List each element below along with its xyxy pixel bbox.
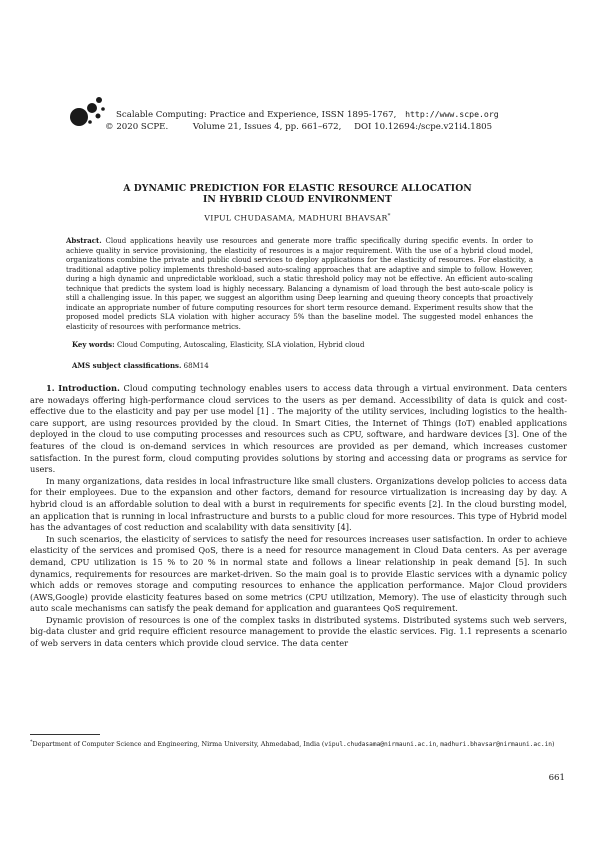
paragraph-3: In such scenarios, the elasticity of services to satisfy the need for resources increases user satisfaction. In order to achieve elasticity of the services and promised QoS, there is a need for resource management in Cloud Data centers. As per average demand, CPU utilization is 15 % to 20 % in normal state and follows a linear relationship in peak demand [5]. In such dynamics, requirements for resources are market-driven. So the main goal is to provide Elastic services with a dynamic policy which adds or removes storage and computing resources to enhance the application performance. Major Cloud providers (AWS,Google) provide elasticity features based on some metrics (CPU utilization, Memory). The use of elasticity through such auto scale mechanisms can satisfy the peak demand for application and guarantees QoS requirement. [30, 533, 567, 614]
abstract-label: Abstract. [66, 236, 102, 245]
journal-url[interactable]: http://www.scpe.org [405, 109, 499, 119]
title-line-1: A DYNAMIC PREDICTION FOR ELASTIC RESOURCE ALLOCATION [123, 183, 472, 194]
page-number: 661 [548, 773, 565, 783]
author-footnote-mark: * [387, 213, 391, 219]
ams-text: 68M14 [183, 362, 209, 370]
section-heading: Introduction. [58, 383, 120, 393]
author-names: VIPUL CHUDASAMA, MADHURI BHAVSAR [204, 213, 388, 223]
header-line-2 [105, 122, 492, 132]
copyright: © 2020 SCPE. [105, 122, 169, 132]
doi: DOI 10.12694:/scpe.v21i4.1805 [354, 122, 493, 132]
ams-label: AMS subject classifications. [72, 361, 182, 370]
journal-name: Scalable Computing: Practice and Experience, [116, 110, 319, 120]
section-number: 1. [46, 383, 55, 393]
footnote-email-2[interactable]: madhuri.bhavsar@nirmauni.ac.in [440, 741, 553, 749]
keywords-text: Cloud Computing, Autoscaling, Elasticity, SLA violation, Hybrid cloud [116, 341, 365, 349]
paragraph-1 [30, 383, 567, 476]
footnote-separator: , [436, 740, 439, 749]
scpe-logo-icon [68, 95, 108, 131]
issn: ISSN 1895-1767, [321, 110, 397, 120]
title-line-2: IN HYBRID CLOUD ENVIRONMENT [203, 194, 392, 205]
footnote-rule [30, 734, 100, 735]
authors [40, 213, 555, 223]
abstract-text: Cloud applications heavily use resources and generate more traffic specifically during specific events. In order to achieve quality in service provisioning, the elasticity of resources is a major requirement. With the use of a hybrid cloud model, organizations combine the private and public cloud services to deploy applications for the elasticity of resources. For elasticity, a traditional adaptive policy implements threshold-based auto-scaling approaches that are adaptive and simple to follow. However, during a high dynamic and unpredictable workload, such a static threshold policy may not be effective. An efficient auto-scaling technique that predicts the system load is highly necessary. Balancing a dynamism of load through the best auto-scale policy is still a challenging issue. In this paper, we suggest an algorithm using Deep learning and queuing theory concepts that proactively indicate an appropriate number of future computing resources for short term resource demand. Experiment results show that the proposed model predicts SLA violation with higher accuracy 5% than the baseline model. The suggested model enhances the elasticity of resources with performance metrics. [66, 237, 533, 331]
paragraph-4: Dynamic provision of resources is one of the complex tasks in distributed systems. Distributed systems such web servers, big-data cluster and grid require efficient resource management to provide the elastic services. Fig. 1.1 represents a scenario of web servers in data centers which provide cloud service. The data center [30, 614, 567, 649]
header-line-1 [116, 109, 499, 120]
volume-info: Volume 21, Issues 4, pp. 661–672, [192, 122, 342, 132]
footnote-mark: * [30, 739, 33, 745]
footnote-email-1[interactable]: vipul.chudasama@nirmauni.ac.in [324, 741, 437, 749]
paragraph-2: In many organizations, data resides in local infrastructure like small clusters. Organizations develop policies to access data for their employees. Due to the expansion and other factors, demand for resource virtualization is increasing day by day. A hybrid cloud is an affordable solution to deal with a burst in requirements for specific events [2]. In the cloud bursting model, an application that is running in local infrastructure and bursts to a public cloud for more resources. This type of Hybrid model has the advantages of cost reduction and scalability with data sensitivity [4]. [30, 475, 567, 533]
journal-header [68, 95, 528, 135]
paragraph-1-text: Cloud computing technology enables users to access data through a virtual environment. Data centers are nowadays offering high-performance cloud services to the users as per demand. Accessibility of data is quick and cost-effective due to the elasticity and pay per use model [1] . The majority of the utility services, including logistics to the health-care support, are using resources provided by the cloud. In Smart Cities, the Internet of Things (IoT) enabled applications deployed in the cloud to use computing processes and resources such as CPU, software, and hardware devices [3]. One of the features of the cloud is on-demand services in which resources are provided as per demand, which increases customer satisfaction. In the purest form, cloud computing provides solutions by storing and accessing data or programs as service for users. [30, 383, 568, 475]
abstract [66, 236, 533, 332]
keywords-label: Key words: [72, 340, 115, 349]
paper-title [40, 183, 555, 205]
footnote-close: ) [552, 740, 555, 749]
body-text [30, 383, 567, 650]
footnote [30, 738, 567, 749]
footnote-text: Department of Computer Science and Engineering, Nirma University, Ahmedabad, India ( [32, 740, 325, 749]
keywords [72, 340, 532, 349]
ams-classification [72, 361, 532, 370]
